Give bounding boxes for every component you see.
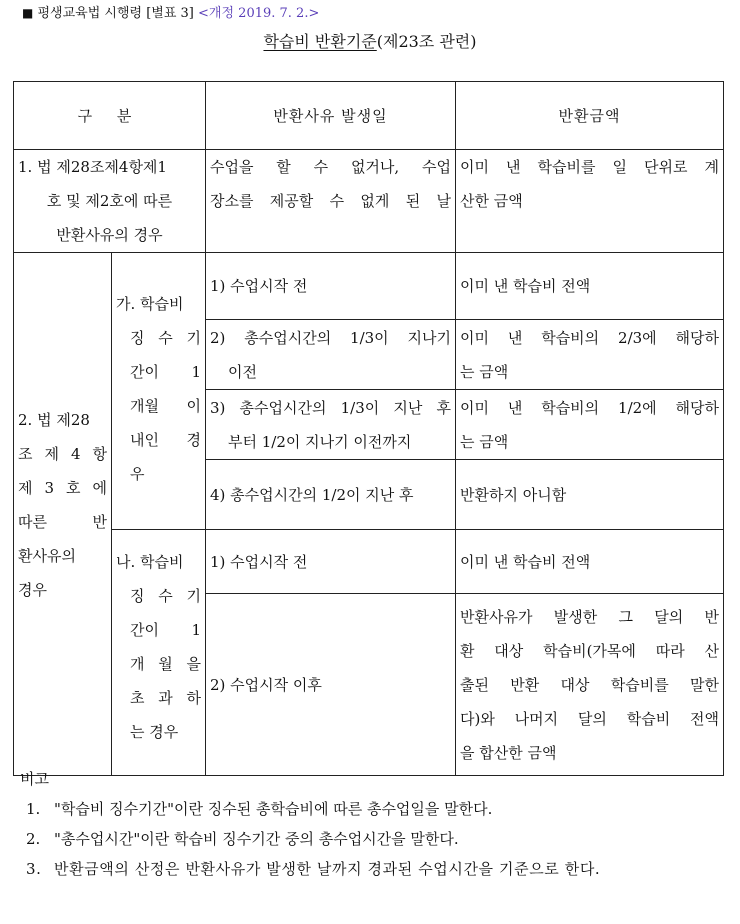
sub-b-label: 나. 학습비 징 수 기 간이 1 개 월 을 초 과 하 는 경우 xyxy=(112,530,206,776)
row2-category: 2. 법 제28 조 제 4 항 제 3 호 에 따른 반 환사유의 경우 xyxy=(14,253,112,776)
document-source: 평생교육법 시행령 [별표 3] xyxy=(37,6,194,21)
row1-category: 1. 법 제28조제4항제1 호 및 제2호에 따른 반환사유의 경우 xyxy=(14,150,206,253)
remarks-title: 비고 xyxy=(20,770,49,788)
sub-b-item1-amount: 이미 낸 학습비 전액 xyxy=(456,530,724,594)
sub-a-item4-occurrence: 4) 총수업시간의 1/2이 지난 후 xyxy=(206,460,456,530)
list-item: 3. 반환금액의 산정은 반환사유가 발생한 날까지 경과된 수업시간을 기준으로 한다. xyxy=(26,860,601,878)
sub-a-item4-amount: 반환하지 아니함 xyxy=(456,460,724,530)
table-row xyxy=(14,530,724,594)
remarks-list xyxy=(18,794,724,884)
remarks-section xyxy=(18,764,724,884)
square-bullet-icon: ■ xyxy=(22,6,34,20)
sub-a-item3-amount: 이미 낸 학습비의 1/2에 해당하 는 금액 xyxy=(456,390,724,460)
document-header xyxy=(22,4,319,23)
sub-a-item2-occurrence: 2) 총수업시간의 1/3이 지나기 이전 xyxy=(206,320,456,390)
table-header-row xyxy=(14,82,724,150)
sub-a-item1-amount: 이미 낸 학습비 전액 xyxy=(456,253,724,320)
list-item: 2. "총수업시간"이란 학습비 징수기간 중의 총수업시간을 말한다. xyxy=(26,830,459,848)
title-main: 학습비 반환기준 xyxy=(263,32,377,51)
header-category: 구 분 xyxy=(14,82,206,150)
sub-b-item2-occurrence: 2) 수업시작 이후 xyxy=(206,594,456,776)
header-amount: 반환금액 xyxy=(456,82,724,150)
revision-date: <개정 2019. 7. 2.> xyxy=(198,6,320,21)
sub-a-item3-occurrence: 3) 총수업시간의 1/3이 지난 후 부터 1/2이 지나기 이전까지 xyxy=(206,390,456,460)
refund-criteria-table xyxy=(13,81,724,776)
table-row xyxy=(14,253,724,320)
row1-occurrence: 수업을 할 수 없거나, 수업 장소를 제공할 수 없게 된 날 xyxy=(206,150,456,253)
table-row xyxy=(14,150,724,253)
list-item: 1. "학습비 징수기간"이란 징수된 총학습비에 따른 총수업일을 말한다. xyxy=(26,800,493,818)
document-title xyxy=(0,32,740,52)
row1-amount: 이미 낸 학습비를 일 단위로 계 산한 금액 xyxy=(456,150,724,253)
header-occurrence: 반환사유 발생일 xyxy=(206,82,456,150)
title-suffix: (제23조 관련) xyxy=(376,32,477,51)
sub-b-item1-occurrence: 1) 수업시작 전 xyxy=(206,530,456,594)
sub-b-item2-amount: 반환사유가 발생한 그 달의 반 환 대상 학습비(가목에 따라 산 출된 반환 대상 학습비를 말한 다)와 나머지 달의 학습비 전액 을 합산한 금액 xyxy=(456,594,724,776)
sub-a-item1-occurrence: 1) 수업시작 전 xyxy=(206,253,456,320)
sub-a-item2-amount: 이미 낸 학습비의 2/3에 해당하 는 금액 xyxy=(456,320,724,390)
sub-a-label: 가. 학습비 징 수 기 간이 1 개월 이 내인 경 우 xyxy=(112,253,206,530)
